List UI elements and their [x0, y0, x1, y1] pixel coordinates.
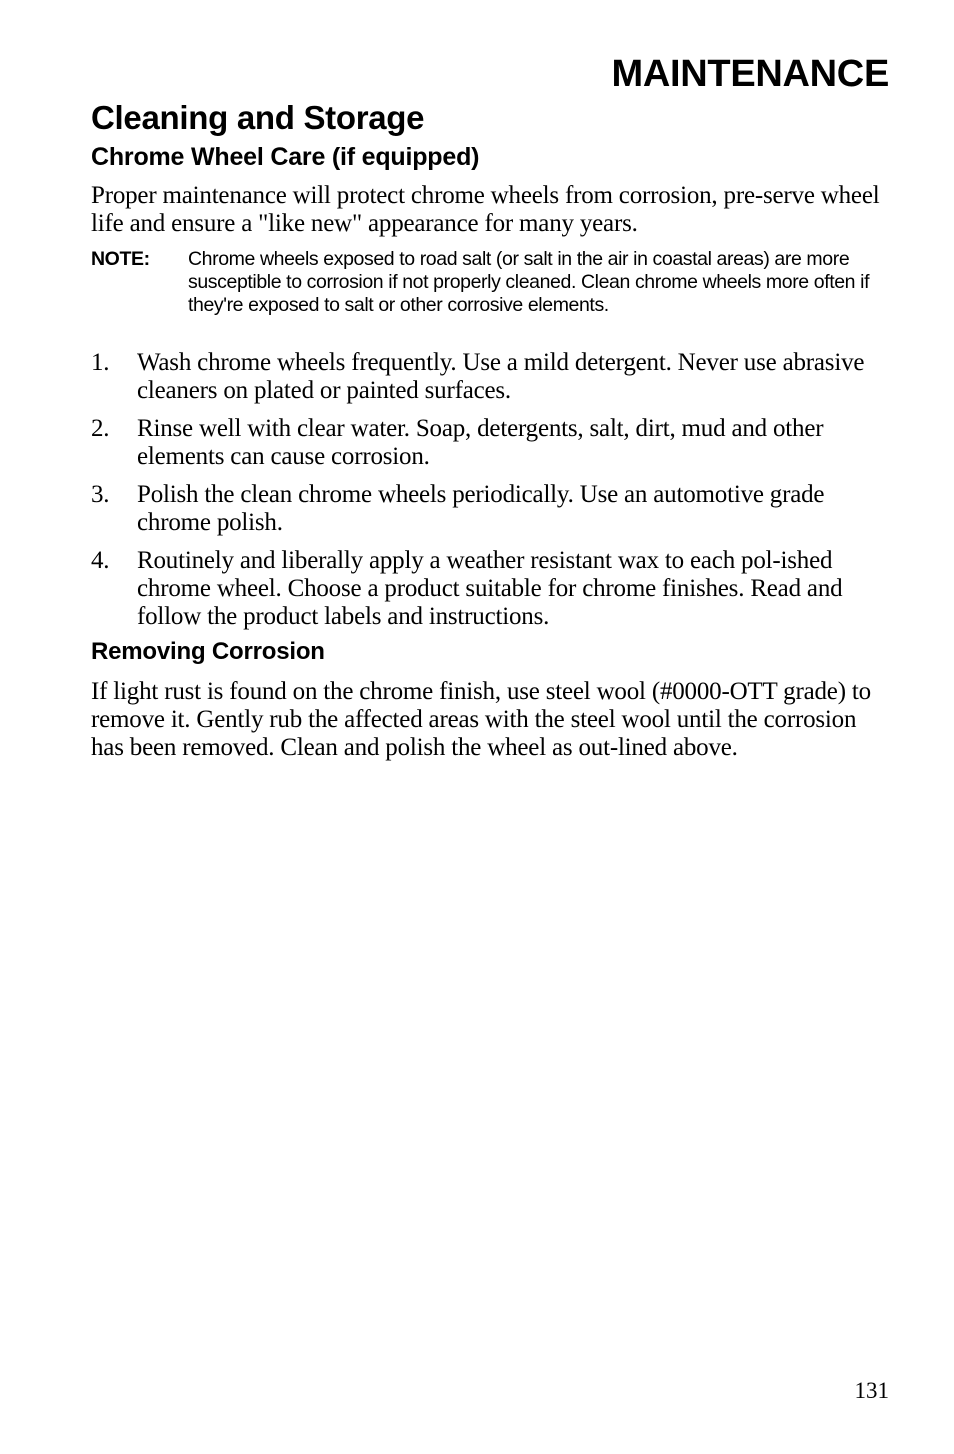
- subsection-title-removing-corrosion: Removing Corrosion: [91, 638, 325, 665]
- intro-paragraph: Proper maintenance will protect chrome wheels from corrosion, pre-serve wheel life and ensure a "like new" appearance for many years.: [91, 182, 880, 237]
- note-block: [91, 248, 891, 317]
- section-title: Cleaning and Storage: [91, 99, 425, 136]
- step-number: 4.: [91, 547, 110, 574]
- list-item: [91, 481, 891, 537]
- step-text: Wash chrome wheels frequently. Use a mild detergent. Never use abrasive cleaners on plated or painted surfaces.: [137, 349, 865, 404]
- chapter-title: MAINTENANCE: [611, 53, 889, 95]
- step-number: 2.: [91, 415, 110, 442]
- step-number: 3.: [91, 481, 110, 508]
- step-text: Routinely and liberally apply a weather resistant wax to each pol-ished chrome wheel. Choose a product suitable for chrome finishes. Read and follow the product labels and instructions.: [137, 547, 843, 630]
- note-text: Chrome wheels exposed to road salt (or salt in the air in coastal areas) are more susceptible to corrosion if not properly cleaned. Clean chrome wheels more often if they're exposed to salt or other corrosive elements.: [188, 248, 870, 316]
- step-text: Rinse well with clear water. Soap, detergents, salt, dirt, mud and other elements can cause corrosion.: [137, 415, 824, 470]
- list-item: [91, 547, 891, 631]
- step-number: 1.: [91, 349, 110, 376]
- note-label: NOTE:: [91, 248, 150, 270]
- removing-corrosion-paragraph: If light rust is found on the chrome finish, use steel wool (#0000-OTT grade) to remove it. Gently rub the affected areas with the steel wool until the corrosion has been removed. Clean and polish the wheel as out-lined above.: [91, 678, 871, 761]
- list-item: [91, 349, 891, 405]
- subsection-title-chrome-wheel-care: Chrome Wheel Care (if equipped): [91, 143, 480, 171]
- page-number: 131: [854, 1378, 889, 1403]
- step-text: Polish the clean chrome wheels periodically. Use an automotive grade chrome polish.: [137, 481, 825, 536]
- steps-list: [91, 349, 891, 641]
- list-item: [91, 415, 891, 471]
